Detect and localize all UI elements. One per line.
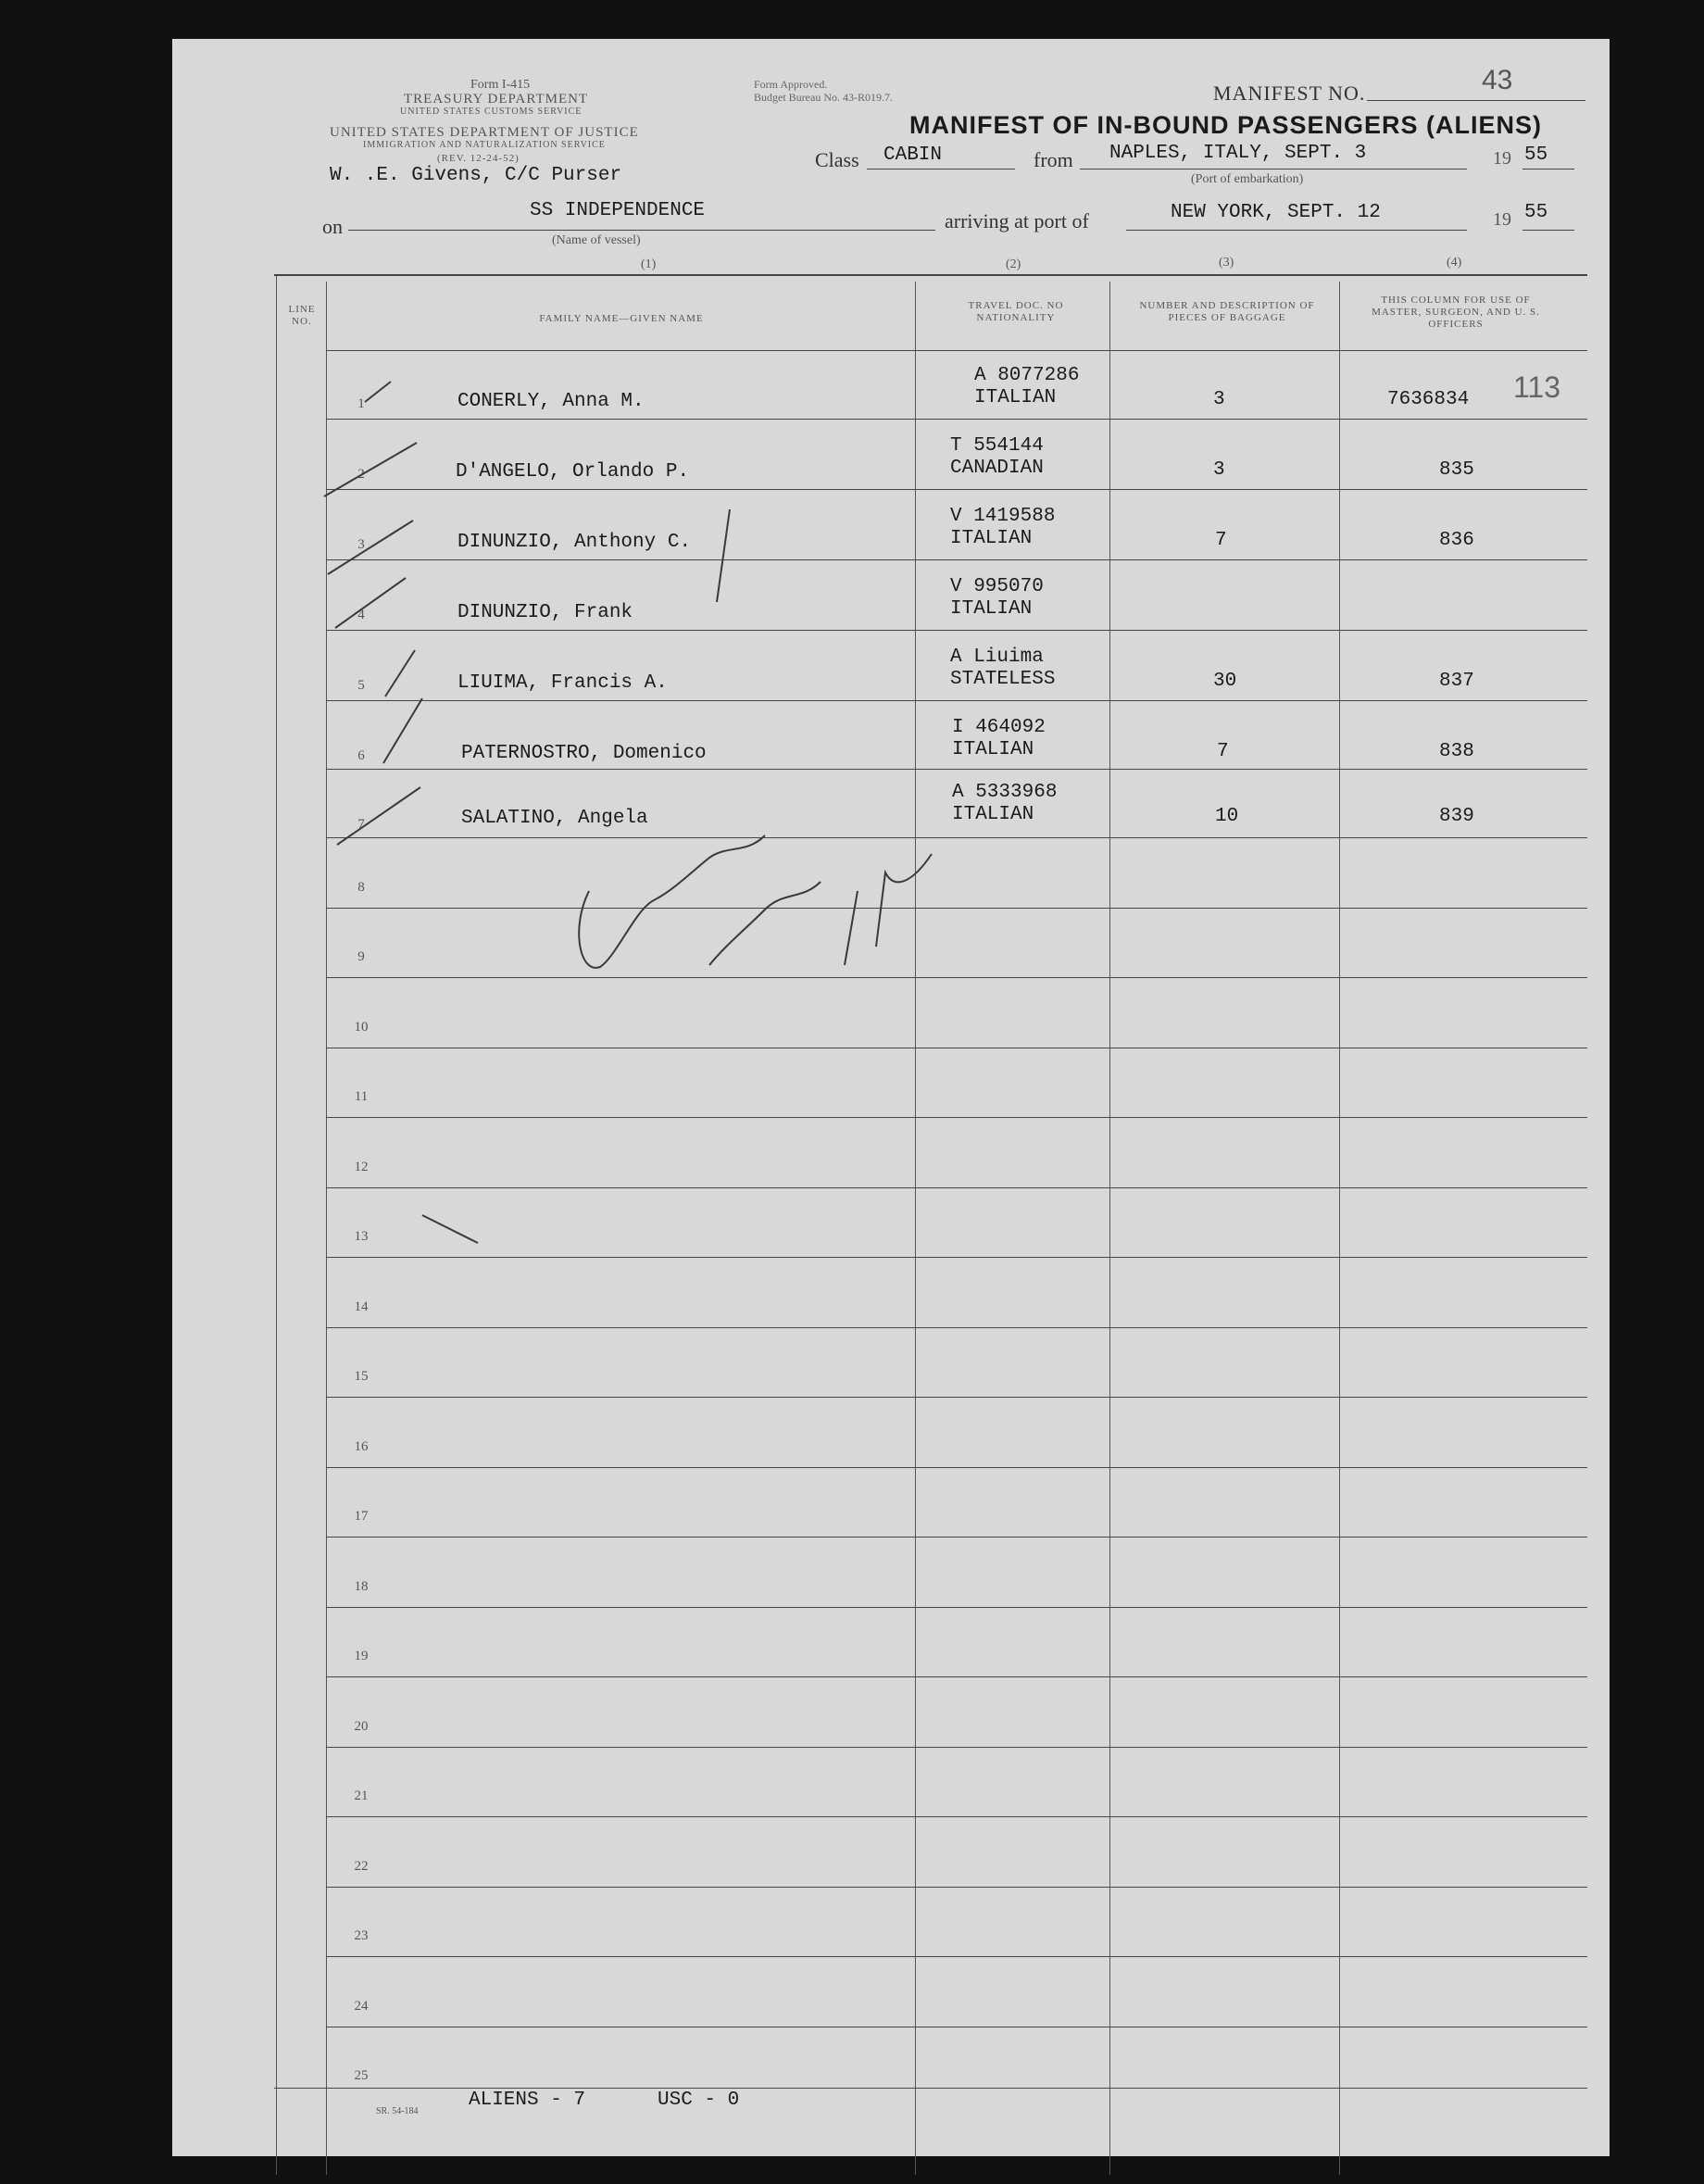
year-2: 55 xyxy=(1524,202,1548,223)
passenger-name: CONERLY, Anna M. xyxy=(457,391,645,412)
manifest-sheet xyxy=(172,39,1610,2156)
check-mark xyxy=(337,787,420,845)
line-number: 21 xyxy=(354,1789,369,1803)
nationality: ITALIAN xyxy=(952,804,1034,825)
baggage-count: 3 xyxy=(1213,459,1225,481)
check-mark xyxy=(365,382,391,402)
line-number: 19 xyxy=(354,1649,369,1663)
port-embark-caption: (Port of embarkation) xyxy=(1191,172,1304,186)
line-number: 18 xyxy=(354,1578,369,1594)
nationality: ITALIAN xyxy=(952,739,1034,760)
line-number: 13 xyxy=(354,1229,369,1244)
officer-number: 7636834 xyxy=(1387,389,1470,410)
margin-note: 113 xyxy=(1513,370,1561,404)
baggage-count: 3 xyxy=(1213,389,1225,410)
check-mark xyxy=(324,443,417,496)
passenger-name: DINUNZIO, Anthony C. xyxy=(457,532,692,553)
signature xyxy=(579,835,765,968)
year-prefix-1: 19 xyxy=(1493,148,1511,169)
line-number: 12 xyxy=(354,1159,369,1174)
line-number: 16 xyxy=(354,1438,369,1454)
line-number: 4 xyxy=(357,608,365,622)
travel-doc: V 995070 xyxy=(950,576,1044,597)
travel-doc: I 464092 xyxy=(952,717,1046,738)
travel-doc: T 554144 xyxy=(950,435,1044,457)
travel-doc: A 8077286 xyxy=(974,365,1080,386)
document-title: MANIFEST OF IN-BOUND PASSENGERS (ALIENS) xyxy=(909,111,1543,139)
col-num-4: (4) xyxy=(1447,256,1462,270)
usc-count: USC - 0 xyxy=(658,2090,740,2111)
travel-doc: V 1419588 xyxy=(950,506,1056,527)
line-number: 22 xyxy=(354,1858,369,1874)
line-number: 11 xyxy=(354,1089,369,1104)
handwritten-marks xyxy=(172,39,1610,2156)
line-number: 1 xyxy=(357,396,365,411)
vessel-name: SS INDEPENDENCE xyxy=(530,200,706,221)
passenger-name: LIUIMA, Francis A. xyxy=(457,672,668,694)
baggage-count: 30 xyxy=(1213,671,1237,692)
passenger-name: D'ANGELO, Orlando P. xyxy=(456,461,690,483)
col-header-line: LINE NO. xyxy=(288,304,316,327)
form-number: Form I-415 xyxy=(470,78,531,92)
year-1: 55 xyxy=(1524,144,1548,166)
line-number: 5 xyxy=(357,678,365,693)
line-number: 3 xyxy=(357,537,365,552)
from-label: from xyxy=(1034,148,1073,171)
passenger-name: SALATINO, Angela xyxy=(461,808,648,829)
dept-treasury: TREASURY DEPARTMENT xyxy=(404,92,589,107)
nationality: STATELESS xyxy=(950,669,1056,690)
stray-mark xyxy=(422,1215,478,1243)
col-header-name: FAMILY NAME—GIVEN NAME xyxy=(539,313,704,324)
col-header-officers: THIS COLUMN FOR USE OF MASTER, SURGEON, AND U. S. OFFICERS xyxy=(1372,295,1540,330)
nationality: ITALIAN xyxy=(974,387,1057,408)
officer-number: 838 xyxy=(1439,741,1474,762)
nationality: CANADIAN xyxy=(950,458,1044,479)
manifest-no-label: MANIFEST NO. xyxy=(1213,82,1366,105)
col-header-baggage: NUMBER AND DESCRIPTION OF PIECES OF BAGGAGE xyxy=(1139,300,1315,323)
year-prefix-2: 19 xyxy=(1493,209,1511,230)
purser: W. .E. Givens, C/C Purser xyxy=(330,165,622,186)
nationality: ITALIAN xyxy=(950,528,1033,549)
signature xyxy=(709,882,821,965)
budget-bureau: Budget Bureau No. 43-R019.7. xyxy=(754,91,893,104)
col-num-2: (2) xyxy=(1006,257,1021,271)
baggage-count: 10 xyxy=(1215,806,1239,827)
officer-number: 835 xyxy=(1439,459,1474,481)
line-number: 2 xyxy=(357,467,365,482)
line-number: 7 xyxy=(357,817,365,832)
line-number: 24 xyxy=(354,1998,369,2014)
passenger-name: PATERNOSTRO, Domenico xyxy=(461,743,707,764)
baggage-count: 7 xyxy=(1215,530,1227,551)
col-num-1: (1) xyxy=(641,257,657,271)
line-number: 15 xyxy=(354,1369,369,1384)
check-mark xyxy=(335,578,406,628)
line-number: 25 xyxy=(354,2068,369,2083)
line-number: 17 xyxy=(354,1509,369,1524)
arrival-value: NEW YORK, SEPT. 12 xyxy=(1171,202,1381,223)
travel-doc: A Liuima xyxy=(950,646,1044,668)
baggage-count: 7 xyxy=(1217,741,1229,762)
line-number: 8 xyxy=(357,879,365,895)
from-value: NAPLES, ITALY, SEPT. 3 xyxy=(1109,143,1367,164)
vessel-caption: (Name of vessel) xyxy=(552,233,641,247)
travel-doc: A 5333968 xyxy=(952,782,1058,803)
nationality: ITALIAN xyxy=(950,598,1033,620)
check-mark xyxy=(328,521,413,574)
signature xyxy=(845,854,932,965)
class-value: CABIN xyxy=(883,144,943,166)
line-number: 6 xyxy=(357,748,365,763)
line-number: 20 xyxy=(354,1718,369,1734)
line-number: 14 xyxy=(354,1299,369,1314)
pen-stroke xyxy=(717,509,730,602)
form-approved: Form Approved. xyxy=(754,78,828,91)
revision: (REV. 12-24-52) xyxy=(437,153,520,164)
officer-number: 837 xyxy=(1439,671,1474,692)
col-header-doc: TRAVEL DOC. NO NATIONALITY xyxy=(968,300,1064,323)
arriving-label: arriving at port of xyxy=(945,209,1089,232)
line-number: 10 xyxy=(354,1019,369,1035)
check-mark xyxy=(383,698,422,763)
col-num-3: (3) xyxy=(1219,256,1234,270)
passenger-name: DINUNZIO, Frank xyxy=(457,602,633,623)
manifest-no: 43 xyxy=(1482,65,1513,95)
dept-customs: UNITED STATES CUSTOMS SERVICE xyxy=(400,107,583,117)
line-number: 23 xyxy=(354,1928,369,1943)
class-label: Class xyxy=(815,148,859,171)
on-label: on xyxy=(322,215,343,238)
dept-ins: IMMIGRATION AND NATURALIZATION SERVICE xyxy=(363,140,606,150)
officer-number: 836 xyxy=(1439,530,1474,551)
form-code: SR. 54-184 xyxy=(376,2106,419,2116)
line-number: 9 xyxy=(357,949,365,964)
aliens-count: ALIENS - 7 xyxy=(469,2090,586,2111)
officer-number: 839 xyxy=(1439,806,1474,827)
dept-justice: UNITED STATES DEPARTMENT OF JUSTICE xyxy=(330,125,639,140)
check-mark xyxy=(385,650,415,697)
